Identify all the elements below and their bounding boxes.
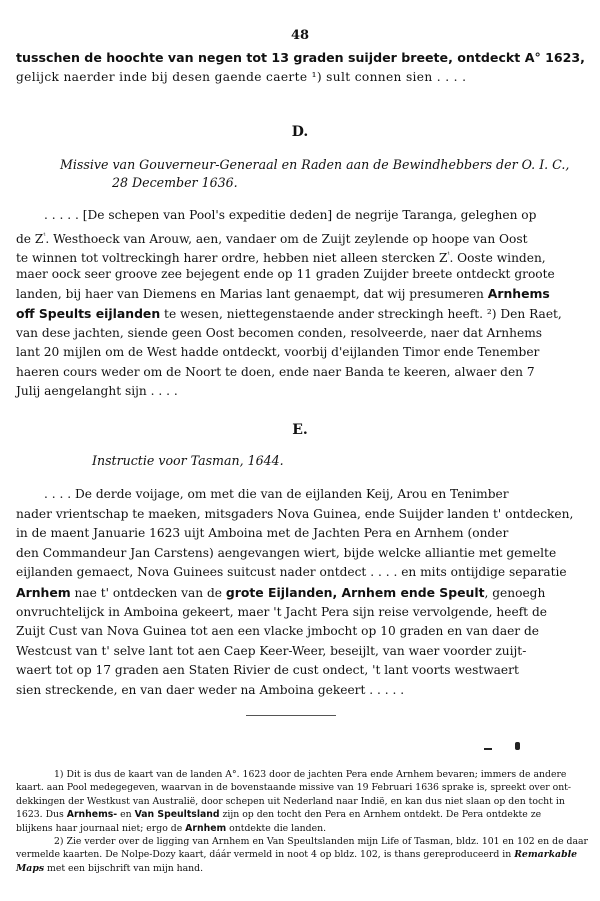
superscript-t: ᵗ <box>447 250 450 260</box>
bold-place-name: Arnhem <box>16 584 71 600</box>
section-e-line-11: sien streckende, en van daer weder na Amboina gekeert . . . . . <box>16 682 405 697</box>
bold-place-name: off Speults eijlanden <box>16 305 161 321</box>
ink-mark <box>515 742 520 750</box>
text-fragment: nae t' ontdecken van de <box>70 585 226 600</box>
page-number: 48 <box>290 28 310 43</box>
footnote-2-line-1: 2) Zie verder over de ligging van Arnhem en Van Speultslanden mijn Life of Tasman, bldz. 101 en 102 en de daar <box>54 835 589 847</box>
bold-place-name: Arnhems- <box>66 809 118 821</box>
section-d-line-6 <box>16 304 580 324</box>
section-e-line-5: eijlanden gemaect, Nova Guinees suitcust nader ontdect . . . . en mits ontijdige separatie <box>16 565 567 580</box>
text-fragment: zijn op den tocht den Pera en Arnhem ontdekt. De Pera ontdekte ze <box>219 809 542 821</box>
text-fragment: , genoegh <box>484 585 546 600</box>
section-d-body <box>16 206 580 402</box>
bold-place-name: Arnhems <box>487 286 550 302</box>
footnote-1-line-4 <box>16 808 580 821</box>
section-d-line-9: haeren cours weder om de Noort te doen, ende naer Banda te keeren, alwaer den 7 <box>16 364 535 379</box>
footnote-1-line-3: dekkingen der Westkust van Australië, door schepen uit Nederland naar Indië, en kan dus niet slaan op den tocht in <box>16 795 565 807</box>
section-e-line-2: nader vrientschap te maeken, mitsgaders Nova Guinea, ende Suijder landen t' ontdecken, <box>16 506 574 521</box>
bold-place-name: Van Speultsland <box>134 809 220 821</box>
text-fragment: 1623. Dus <box>16 809 67 821</box>
section-d-line-2 <box>16 226 580 246</box>
section-d-line-8: lant 20 mijlen om de West hadde ontdeckt, voorbij d'eijlanden Timor ende Tenember <box>16 345 540 360</box>
footnote-1-line-5 <box>16 822 580 835</box>
footnote-1-line-1: 1) Dit is dus de kaart van de landen A°. 1623 door de jachten Pera ende Arnhem bevaren; immers de andere <box>54 769 567 780</box>
text-fragment: . Ooste winden, <box>449 251 546 266</box>
section-e-line-10: waert tot op 17 graden aen Staten Rivier de cust ondect, 't lant voorts westwaert <box>16 663 519 678</box>
text-fragment: te winnen tot voltreckingh harer ordre, hebben niet alleen stercken Z <box>16 251 448 266</box>
intro-line-1: tusschen de hoochte van negen tot 13 graden suijder breete, ontdeckt A° 1623, <box>16 50 585 65</box>
section-d-heading-line-2: 28 December 1636. <box>112 175 238 190</box>
intro-block <box>16 48 585 87</box>
italic-title: Maps <box>16 862 45 874</box>
section-d-heading <box>60 156 569 192</box>
section-e-line-4: den Commandeur Jan Carstens) aengevangen wiert, bijde welcke alliantie met gemelte <box>16 545 557 560</box>
footnote-2-line-2 <box>16 848 580 861</box>
section-e-heading: Instructie voor Tasman, 1644. <box>92 453 284 468</box>
text-fragment: en <box>117 809 135 821</box>
section-letter-e: E. <box>292 422 308 438</box>
intro-line-2: gelijck naerder inde bij desen gaende caerte ¹) sult connen sien . . . . <box>16 69 467 84</box>
footnote-1-line-2: kaart. aan Pool medegegeven, waarvan in de bovenstaande missive van 19 Februari 1636 sprake is, spreekt over ont- <box>16 782 572 794</box>
section-e-line-6 <box>16 583 580 603</box>
section-d-line-1: . . . . . [De schepen van Pool's expeditie deden] de negrije Taranga, geleghen op <box>44 208 537 222</box>
italic-title: Remarkable <box>514 849 578 861</box>
text-fragment: ontdekte die landen. <box>226 822 327 834</box>
section-d-line-7: van dese jachten, siende geen Oost becomen conden, resolveerde, naer dat Arnhems <box>16 325 543 340</box>
section-e-line-3: in de maent Januarie 1623 uijt Amboina met de Jachten Pera en Arnhem (onder <box>16 526 509 541</box>
section-d-line-4: maer oock seer groove zee bejegent ende op 11 graden Zuijder breete ontdeckt groote <box>16 266 555 281</box>
ink-mark <box>484 748 492 750</box>
text-fragment: de Z <box>16 231 44 246</box>
section-e-body <box>16 485 580 701</box>
section-e-line-7: onvruchtelijck in Amboina gekeert, maer 't Jacht Pera sijn reise vervolgende, heeft de <box>16 604 547 619</box>
text-fragment: blijkens haar journaal niet; ergo de <box>16 822 186 834</box>
section-letter-d: D. <box>291 124 309 140</box>
section-divider <box>246 715 336 716</box>
superscript-t: ᵗ <box>43 230 46 240</box>
text-fragment: landen, bij haer van Diemens en Marias lant genaempt, dat wij presumeren <box>16 287 488 302</box>
footnote-2-line-3 <box>16 862 580 875</box>
text-fragment: met een bijschrift van mijn hand. <box>44 862 204 874</box>
section-d-line-5 <box>16 284 580 304</box>
bold-place-name: Arnhem <box>185 822 227 834</box>
section-d-heading-line-1: Missive van Gouverneur-Generaal en Raden aan de Bewindhebbers der O. I. C., <box>60 157 570 172</box>
text-fragment: vermelde kaarten. De Nolpe-Dozy kaart, dáár vermeld in noot 4 op bldz. 102, is thans gereproduceerd in <box>16 849 515 861</box>
text-fragment: . Westhoeck van Arouw, aen, vandaer om de Zuijt zeylende op hoope van Oost <box>45 231 528 246</box>
section-d-line-3 <box>16 245 580 265</box>
section-e-line-1: . . . . De derde voijage, om met die van de eijlanden Keij, Arou en Tenimber <box>44 487 509 501</box>
section-d-line-10: Julij aengelanght sijn . . . . <box>16 384 178 399</box>
section-e-line-8: Zuijt Cust van Nova Guinea tot aen een vlacke jmbocht op 10 graden en van daer de <box>16 624 540 639</box>
text-fragment: te wesen, niettegenstaende ander streckingh heeft. ²) Den Raet, <box>160 306 562 321</box>
footnotes <box>16 768 589 875</box>
section-e-line-9: Westcust van t' selve lant tot aen Caep Keer-Weer, beseijlt, van waer voorder zuijt- <box>16 643 527 658</box>
bold-place-name: grote Eijlanden, Arnhem ende Speult <box>225 584 485 600</box>
